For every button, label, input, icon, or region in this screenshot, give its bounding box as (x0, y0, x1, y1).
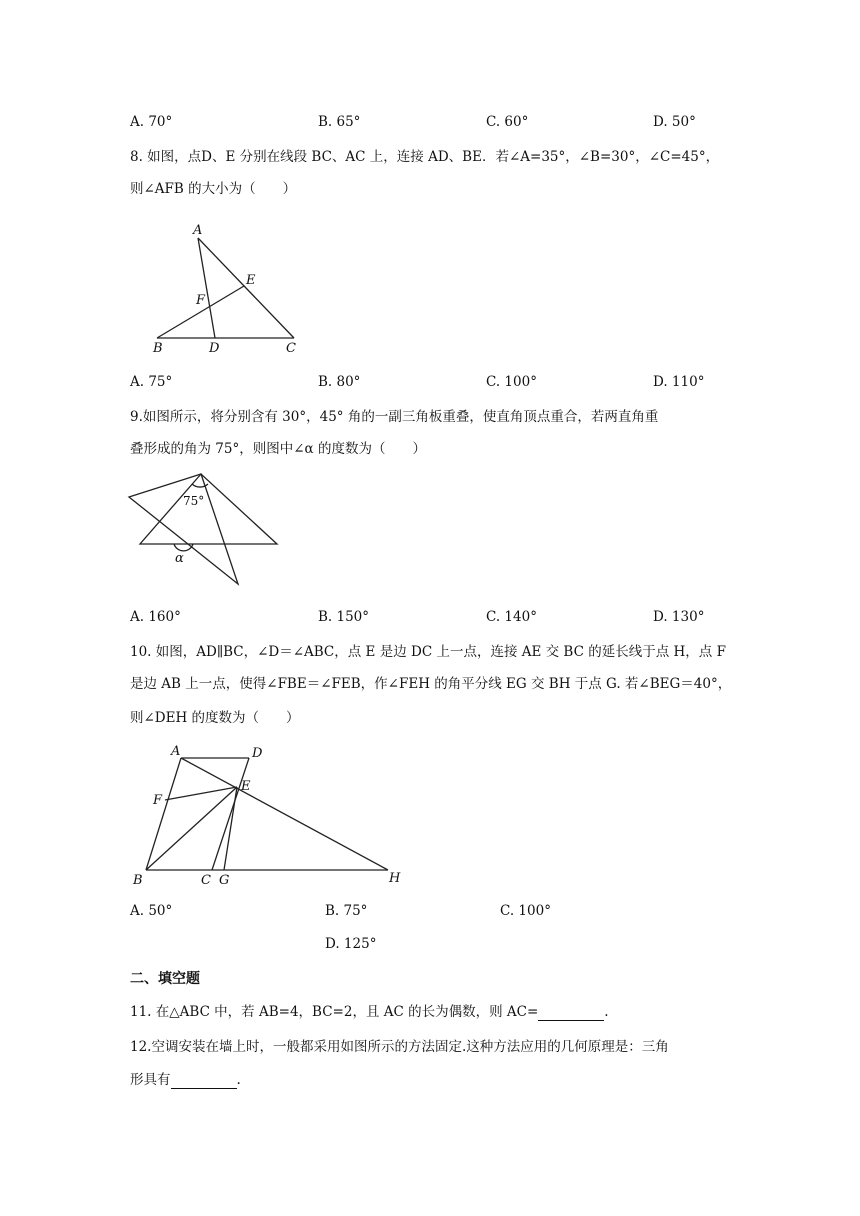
q10-option-b: B. 75° (325, 903, 368, 919)
q11-period: . (604, 1004, 609, 1020)
q10-question-line1: 10. 如图，AD∥BC，∠D＝∠ABC，点 E 是边 DC 上一点，连接 AE 交 BC 的延长线于点 H，点 F (130, 644, 726, 660)
q12-question-line1: 12.空调安装在墙上时，一般都采用如图所示的方法固定.这种方法应用的几何原理是：三角 (130, 1039, 669, 1055)
q7-option-a: A. 70° (130, 114, 173, 130)
q9-label-75: 75° (183, 494, 205, 508)
q9-option-a: A. 160° (130, 609, 181, 625)
q8-label-c: C (286, 341, 296, 356)
q10-label-a: A (171, 744, 181, 759)
q12-question-line2 (130, 1071, 241, 1089)
q8-option-a: A. 75° (130, 374, 173, 390)
q10-label-g: G (219, 873, 230, 888)
q8-label-d: D (209, 341, 220, 356)
q9-question-line2: 叠形成的角为 75°，则图中∠α 的度数为（ ） (130, 441, 426, 457)
q8-label-a: A (193, 223, 203, 238)
q10-option-d: D. 125° (325, 936, 377, 952)
q10-segment-dc (212, 758, 249, 870)
q10-label-d: D (252, 746, 263, 761)
q12-answer-blank[interactable] (171, 1074, 237, 1089)
q10-label-b: B (133, 873, 143, 888)
q8-label-f: F (196, 293, 206, 308)
q10-segment-fe (165, 787, 237, 800)
q10-option-c: C. 100° (500, 903, 551, 919)
q8-option-d: D. 110° (653, 374, 705, 390)
q10-label-e: E (241, 779, 251, 794)
q10-label-h: H (389, 871, 401, 886)
q7-option-d: D. 50° (653, 114, 696, 130)
q11-text: 11. 在△ABC 中，若 AB=4，BC=2，且 AC 的长为偶数，则 AC= (130, 1004, 539, 1020)
q9-option-c: C. 140° (486, 609, 537, 625)
q9-label-alpha: α (175, 551, 184, 566)
q12-period: . (236, 1072, 241, 1088)
q9-option-d: D. 130° (653, 609, 705, 625)
q8-option-b: B. 80° (318, 374, 361, 390)
q8-question-line2: 则∠AFB 的大小为（ ） (130, 181, 297, 197)
q8-label-b: B (153, 341, 163, 356)
q9-question-line1: 9.如图所示，将分别含有 30°，45° 角的一副三角板重叠，使直角顶点重合，若两直角重 (130, 409, 659, 425)
q9-option-b: B. 150° (318, 609, 370, 625)
q10-question-line2: 是边 AB 上一点，使得∠FBE＝∠FEB，作∠FEH 的角平分线 EG 交 BH 于点 G. 若∠BEG＝40°， (130, 676, 732, 692)
q10-label-c: C (201, 873, 211, 888)
q8-label-e: E (246, 273, 256, 288)
section-fill-in-heading: 二、填空题 (130, 971, 200, 987)
q10-label-f: F (153, 793, 163, 808)
q10-segment-ah (181, 758, 388, 870)
q12-text: 形具有 (130, 1072, 171, 1088)
q11-question (130, 1003, 609, 1021)
q11-answer-blank[interactable] (538, 1006, 604, 1021)
q7-option-c: C. 60° (486, 114, 529, 130)
q8-option-c: C. 100° (486, 374, 537, 390)
q10-question-line3: 则∠DEH 的度数为（ ） (130, 710, 300, 726)
q8-question-line1: 8. 如图，点D、E 分别在线段 BC、AC 上，连接 AD、BE．若∠A=35°，∠B=30°，∠C=45°， (130, 149, 720, 165)
q10-option-a: A. 50° (130, 903, 173, 919)
q7-option-b: B. 65° (318, 114, 361, 130)
